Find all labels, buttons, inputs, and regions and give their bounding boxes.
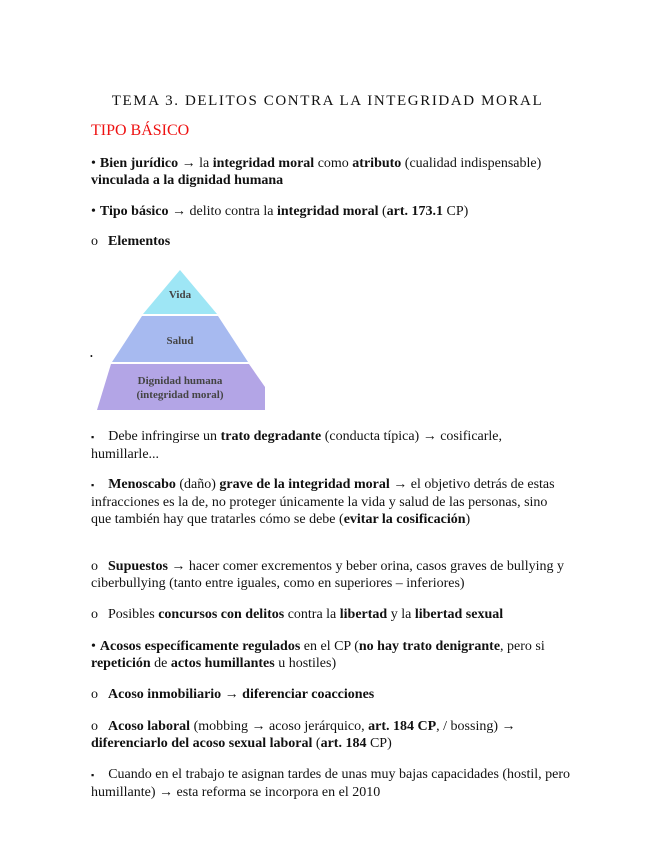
bullet-icon: • xyxy=(91,639,96,654)
text: u hostiles) xyxy=(274,656,337,671)
bold-text: repetición xyxy=(91,656,151,671)
bold-text: diferenciar coacciones xyxy=(242,687,375,702)
bold-text: Acosos específicamente regulados xyxy=(99,639,301,654)
bold-text: Bien jurídico xyxy=(99,156,179,171)
square-bullet-icon: ▪ xyxy=(91,432,95,442)
bold-text: art. 173.1 xyxy=(386,204,444,219)
text: como xyxy=(314,156,353,171)
document-title: TEMA 3. DELITOS CONTRA LA INTEGRIDAD MORAL xyxy=(111,93,544,109)
text: de xyxy=(150,656,171,671)
bold-text: Menoscabo xyxy=(108,477,176,492)
paragraph xyxy=(91,638,571,672)
bold-text: integridad moral xyxy=(212,156,315,171)
bold-text: diferenciarlo del acoso sexual laboral xyxy=(91,736,313,751)
paragraph xyxy=(91,558,571,592)
text: y la xyxy=(387,607,415,622)
text: → la xyxy=(178,156,213,171)
bold-text: actos humillantes xyxy=(170,656,275,671)
section-heading: TIPO BÁSICO xyxy=(91,122,190,139)
circle-bullet-icon: o xyxy=(91,559,98,574)
bold-text: atributo xyxy=(352,156,402,171)
bold-text: art. 184 CP xyxy=(368,719,437,734)
circle-bullet-icon: o xyxy=(91,719,98,734)
text: ( xyxy=(378,204,387,219)
pyramid-level-dignidad xyxy=(97,364,265,410)
paragraph xyxy=(91,686,571,703)
circle-bullet-icon: o xyxy=(91,234,98,249)
paragraph xyxy=(91,476,571,528)
bold-text: libertad xyxy=(339,607,388,622)
bold-text: Supuestos xyxy=(108,559,168,574)
text: CP) xyxy=(366,736,392,751)
text: → xyxy=(221,687,243,702)
bold-text: libertad sexual xyxy=(414,607,504,622)
bullet-icon: • xyxy=(91,204,96,219)
text: , / bossing) → xyxy=(436,719,516,734)
pyramid-label-salud: Salud xyxy=(166,335,194,347)
bold-text: Acoso laboral xyxy=(108,719,191,734)
pyramid-label-vida: Vida xyxy=(168,289,192,301)
text: ( xyxy=(312,736,321,751)
text: CP) xyxy=(443,204,469,219)
text: , pero si xyxy=(500,639,545,654)
pyramid-label-dignidad: Dignidad humana xyxy=(137,375,223,387)
bold-text: Tipo básico xyxy=(99,204,169,219)
bold-text: integridad moral xyxy=(276,204,379,219)
text: Cuando en el trabajo te asignan tardes de unas muy bajas capacidades (hostil, pero humillante) → esta reforma se incorpora en el 2010 xyxy=(91,767,571,800)
bold-text: Acoso inmobiliario xyxy=(108,687,222,702)
text: en el CP ( xyxy=(300,639,359,654)
text: (mobbing → acoso jerárquico, xyxy=(190,719,369,734)
text: contra la xyxy=(284,607,340,622)
bullet-icon: • xyxy=(91,156,96,171)
text: → el objetivo detrás de estas infracciones es la de, no proteger únicamente la vida y salud de las personas, sino que también hay que tratarles cómo se debe ( xyxy=(91,477,555,527)
bold-text: no hay trato denigrante xyxy=(358,639,501,654)
text: → delito contra la xyxy=(168,204,277,219)
paragraph xyxy=(91,233,571,250)
bold-text: trato degradante xyxy=(220,429,322,444)
text: → hacer comer excrementos y beber orina, casos graves de bullying y ciberbullying (tanto entre iguales, como en superiores – inferiores) xyxy=(91,559,565,591)
text: Debe infringirse un xyxy=(108,429,221,444)
bold-text: Elementos xyxy=(108,234,171,249)
bold-text: vinculada a la dignidad humana xyxy=(91,173,284,188)
text: Posibles xyxy=(108,607,159,622)
text: (conducta típica) → cosificarle, humillarle... xyxy=(91,429,503,462)
stray-dot: • xyxy=(90,352,93,361)
pyramid-label-integridad: (integridad moral) xyxy=(136,389,224,401)
text: (cualidad indispensable) xyxy=(401,156,542,171)
paragraph xyxy=(91,203,571,220)
bold-text: concursos con delitos xyxy=(158,607,285,622)
bold-text: grave de la integridad moral xyxy=(219,477,390,492)
circle-bullet-icon: o xyxy=(91,687,98,702)
circle-bullet-icon: o xyxy=(91,607,98,622)
bold-text: evitar la cosificación xyxy=(343,512,466,527)
text: (daño) xyxy=(175,477,220,492)
paragraph xyxy=(91,155,571,189)
bold-text: art. 184 xyxy=(320,736,367,751)
square-bullet-icon: ▪ xyxy=(91,480,95,490)
square-bullet-icon: ▪ xyxy=(91,770,95,780)
paragraph xyxy=(91,766,571,801)
paragraph xyxy=(91,428,571,463)
paragraph xyxy=(91,606,571,623)
paragraph xyxy=(91,718,571,752)
text: ) xyxy=(465,512,471,527)
pyramid-diagram xyxy=(95,266,265,412)
